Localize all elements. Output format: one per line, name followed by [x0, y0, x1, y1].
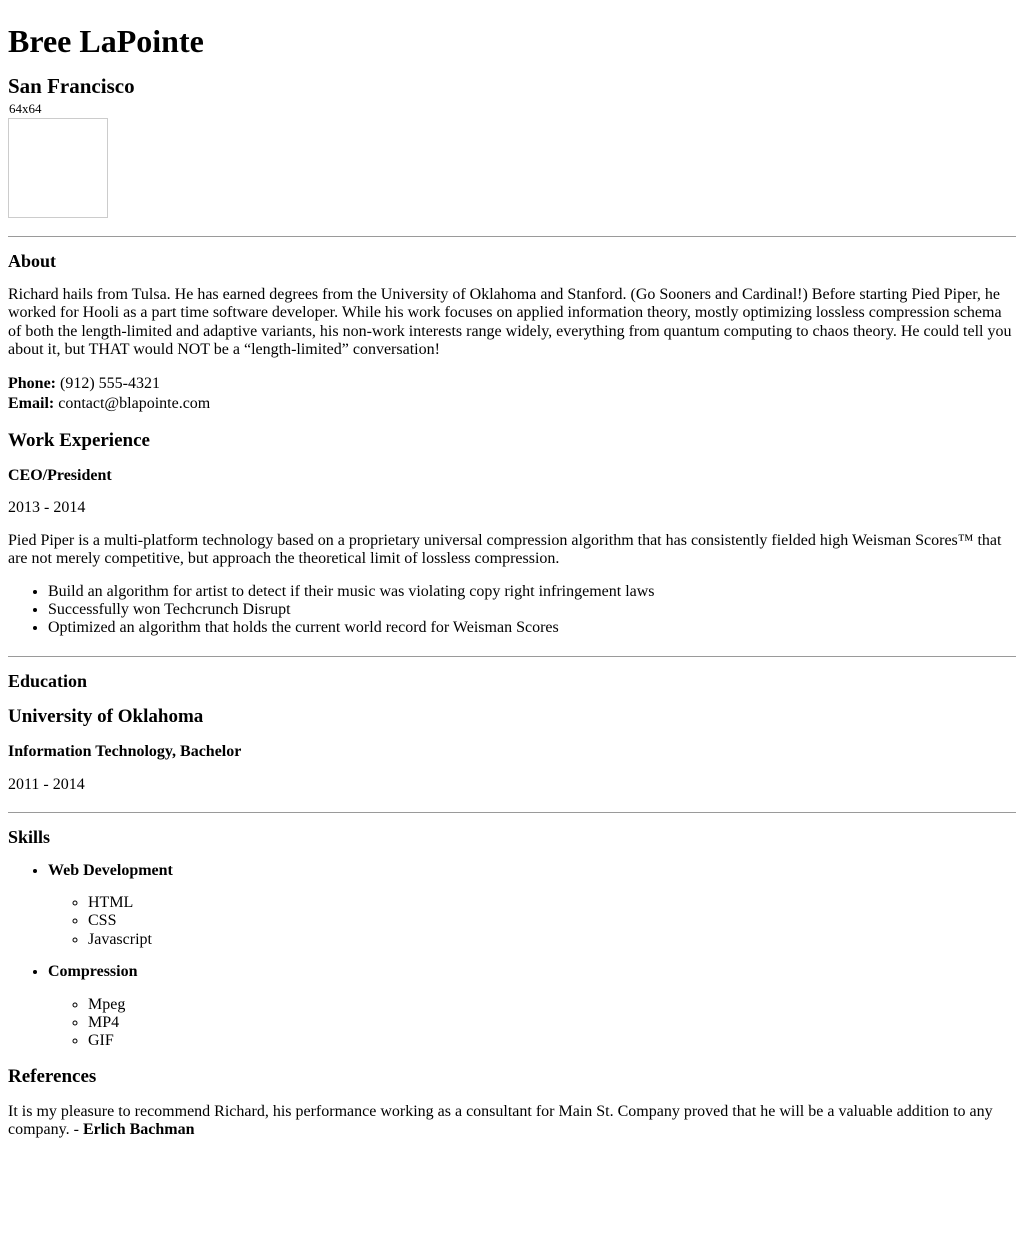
skill-group [48, 963, 1016, 1051]
list-item: ◦ GIF [88, 1032, 1016, 1050]
skill-sublist [48, 996, 1016, 1051]
education-degree: Information Technology, Bachelor [8, 743, 242, 761]
location-subtitle: San Francisco [8, 74, 135, 99]
skill-group-label: Web Development [48, 861, 173, 879]
work-experience-heading: Work Experience [8, 430, 150, 452]
job-title: CEO/President [8, 466, 112, 484]
phone-value: (912) 555-4321 [60, 374, 160, 392]
email-value: contact@blapointe.com [58, 395, 211, 413]
contact-block [8, 374, 1016, 416]
list-item: ◦ MP4 [88, 1014, 1016, 1032]
education-school: University of Oklahoma [8, 706, 204, 728]
list-item: • Build an algorithm for artist to detect if their music was violating copy right infringement laws [48, 583, 1016, 601]
divider [8, 812, 1016, 813]
divider [8, 656, 1016, 657]
list-item: • Optimized an algorithm that holds the current world record for Weisman Scores [48, 619, 1016, 637]
job-description: Pied Piper is a multi-platform technology based on a proprietary universal compression algorithm that has consistently fielded high Weisman Scores™ that are not merely competitive, but approach the theoretical limit of lossless compression. [8, 531, 1002, 568]
list-item: ◦ HTML [88, 894, 1016, 912]
reference-quote [8, 1103, 1016, 1140]
page-title: Bree LaPointe [8, 23, 204, 59]
email-label: Email: [8, 395, 55, 413]
references-heading: References [8, 1065, 97, 1087]
profile-photo-placeholder [8, 101, 108, 218]
education-heading: Education [8, 670, 88, 691]
skill-group [48, 862, 1016, 950]
list-item: ◦ Mpeg [88, 996, 1016, 1014]
skills-heading: Skills [8, 827, 51, 848]
job-dates: 2013 - 2014 [8, 499, 86, 517]
reference-quote-text: It is my pleasure to recommend Richard, his performance working as a consultant for Main St. Company proved that he will be a valuable addition to any company. - [8, 1102, 993, 1139]
about-heading: About [8, 251, 57, 272]
job-bullet-list [8, 583, 1016, 638]
reference-author: Erlich Bachman [82, 1121, 195, 1139]
phone-label: Phone: [8, 374, 56, 392]
list-item: ◦ Javascript [88, 931, 1016, 949]
skill-group-label: Compression [48, 963, 138, 981]
photo-size-label: 64x64 [9, 101, 42, 117]
list-item: • Successfully won Techcrunch Disrupt [48, 601, 1016, 619]
about-body: Richard hails from Tulsa. He has earned degrees from the University of Oklahoma and Stanford. (Go Sooners and Cardinal!) Before starting Pied Piper, he worked for Hooli as a part time software developer. While his work focuses on applied information theory, mostly optimizing lossless compression schema of both the length-limited and adaptive variants, his non-work interests range widely, everything from quantum computing to chaos theory. He could tell you about it, but THAT would NOT be a “length-limited” conversation! [8, 285, 1012, 359]
skill-sublist [48, 894, 1016, 949]
education-dates: 2011 - 2014 [8, 775, 85, 793]
list-item: ◦ CSS [88, 912, 1016, 930]
skills-list [8, 862, 1016, 1051]
divider [8, 236, 1016, 237]
